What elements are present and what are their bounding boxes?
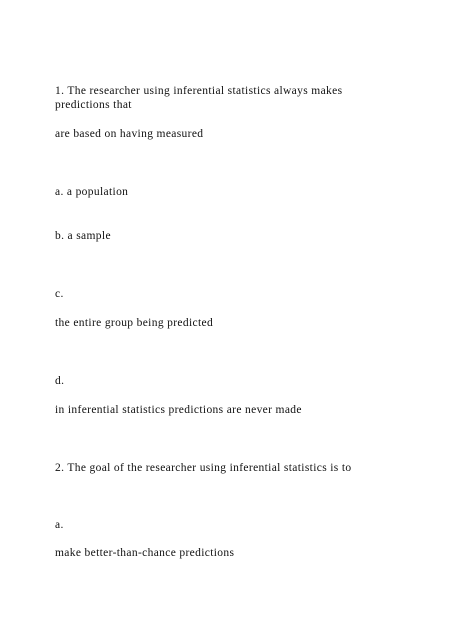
question-1-prompt: 1. The researcher using inferential statistics always makes predictions that xyxy=(55,85,343,111)
question-1-option-d-text: in inferential statistics predictions are never made xyxy=(55,404,302,416)
question-2-option-a-text: make better-than-chance predictions xyxy=(55,547,235,559)
question-1-option-c-text: the entire group being predicted xyxy=(55,317,214,329)
question-1-option-b: b. a sample xyxy=(55,230,111,242)
question-2-option-a-label: a. xyxy=(55,519,64,531)
question-1-option-c-label: c. xyxy=(55,288,64,300)
question-1-option-d-label: d. xyxy=(55,375,65,387)
question-1-prompt-continued: are based on having measured xyxy=(55,128,204,140)
question-2-prompt: 2. The goal of the researcher using inferential statistics is to xyxy=(55,462,352,474)
question-1-option-a: a. a population xyxy=(55,186,129,198)
